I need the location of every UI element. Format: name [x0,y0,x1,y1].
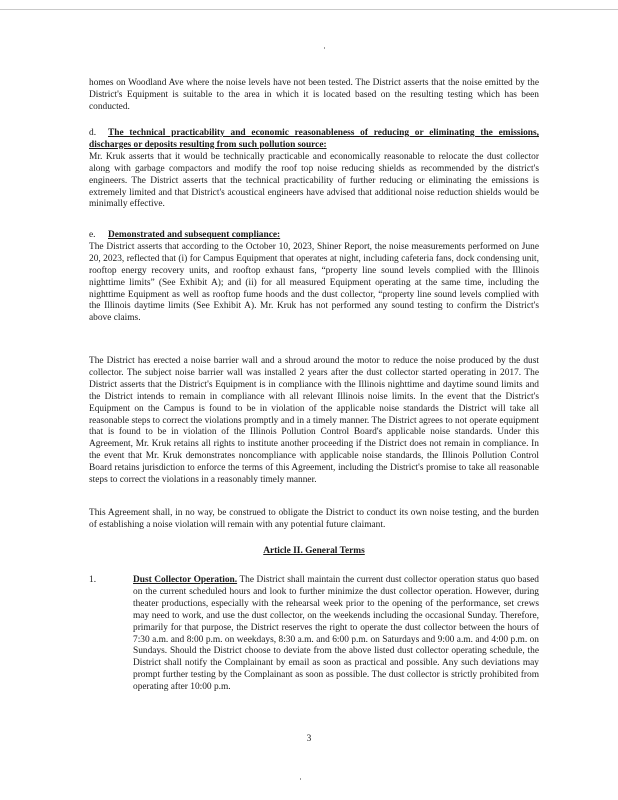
section-d-body: Mr. Kruk asserts that it would be technically practicable and economically reasonable to relocate the dust collector along with garbage compactors and modify the roof top noise reducing shields as recommended by the district's engineers. The District asserts that the technical practicability of further reducing or eliminating the emissions is extremely limited and that District's acoustical engineers have advised that additional noise reduction shields would be minimally effective. [89,151,539,210]
item-title: Dust Collector Operation. [133,575,238,585]
item-body [133,575,539,694]
section-e-body: The District asserts that according to the October 10, 2023, Shiner Report, the noise measurements performed on June 20, 2023, reflected that (i) for Campus Equipment that operates at night, including cafeteria fans, dock condensing unit, rooftop energy recovery units, and rooftop exhaust fans, “property line sound levels complied with the Illinois nighttime limits” (See Exhibit A); and (ii) for all measured Equipment operating at the same time, including the nighttime Equipment as well as rooftop fume hoods and the dust collector, “property line sound levels complied with the Illinois daytime limits (See Exhibit A). Mr. Kruk has not performed any sound testing to confirm the District's above claims. [89,241,539,324]
scan-top-edge [0,9,618,10]
section-d [89,128,539,211]
section-e-heading-text: Demonstrated and subsequent compliance: [108,230,281,240]
section-d-letter: d. [89,128,97,138]
section-e [89,230,539,325]
section-e-letter: e. [89,230,96,240]
barrier-paragraph: The District has erected a noise barrier wall and a shroud around the motor to reduce the noise produced by the dust collector. The subject noise barrier wall was installed 2 years after the dust collector started operating in 2017. The District asserts that the District's Equipment is in compliance with the Illinois nighttime and daytime sound limits and the District intends to remain in compliance with all relevant Illinois noise limits. In the event that the District's Equipment on the Campus is found to be in violation of the applicable noise standards the District will take all reasonable steps to correct the violations promptly and in a timely manner. The District agrees to not operate equipment that is found to be in violation of the Illinois Pollution Control Board's applicable noise standards. Under this Agreement, Mr. Kruk retains all rights to institute another proceeding if the District does not remain in compliance. In the event that Mr. Kruk demonstrates noncompliance with applicable noise standards, the Illinois Pollution Control Board retains jurisdiction to enforce the terms of this Agreement, including the District's promise to take all reasonable steps to correct the violations in a reasonably timely manner. [89,356,539,486]
item-number: 1. [89,575,97,585]
item-text: The District shall maintain the current dust collector operation status quo based on the current scheduled hours and look to further minimize the dust collector operation. However, during theater productions, especially with the rehearsal week prior to the opening of the performance, set crews may need to work, and use the dust collector, on the weekends including the occasional Sunday. Therefore, primarily for that purpose, the District reserves the right to operate the dust collector between the hours of 7:30 a.m. and 8:00 p.m. on weekdays, 8:30 a.m. and 6:00 p.m. on Saturdays and 9:00 a.m. and 4:00 p.m. on Sundays. Should the District choose to deviate from the above listed dust collector operating schedule, the District shall notify the Complainant by email as soon as practical and possible. Any such deviations may prompt further testing by the Complainant as soon as possible. The dust collector is strictly prohibited from operating after 10:00 p.m. [133,575,539,693]
page-number: 3 [306,734,312,744]
section-e-heading [89,230,539,242]
section-d-heading-text: The technical practicability and economic reasonableness of reducing or eliminating the emissions, discharges or deposits resulting from such pollution source: [89,128,539,150]
scan-speck [324,47,325,49]
intro-paragraph: homes on Woodland Ave where the noise levels have not been tested. The District asserts that the noise emitted by the District's Equipment is suitable to the area in which it is located based on the resulting testing which has been conducted. [89,78,539,112]
scan-speck [300,778,301,780]
agreement-paragraph: This Agreement shall, in no way, be construed to obligate the District to conduct its own noise testing, and the burden of establishing a noise violation will remain with any potential future claimant. [89,508,539,530]
article-title: Article II. General Terms [263,546,365,556]
section-d-heading [89,128,539,152]
